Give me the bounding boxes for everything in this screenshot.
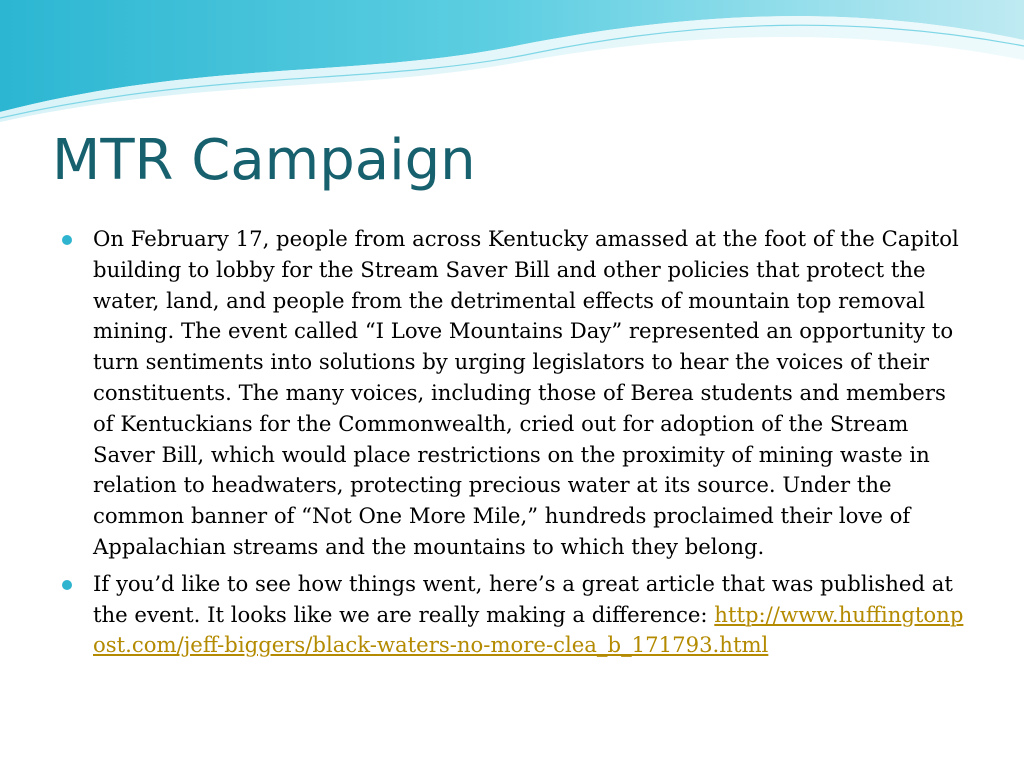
bullet-text: If you’d like to see how things went, here’s a great article that was published at the event. It looks like we are really making a difference: [93, 570, 953, 627]
bullet-item-article [62, 569, 972, 661]
bullet-dot-icon [62, 580, 72, 590]
header-wave-decoration [0, 0, 1024, 130]
bullet-text: On February 17, people from across Kentucky amassed at the foot of the Capitol building to lobby for the Stream Saver Bill and other policies that protect the water, land, and people from the detrimental effects of mountain top removal mining. The event called “I Love Mountains Day” represented an opportunity to turn sentiments into solutions by urging legislators to hear the voices of their constituents. The many voices, including those of Berea students and members of Kentuckians for the Commonwealth, cried out for adoption of the Stream Saver Bill, which would place restrictions on the proximity of mining waste in relation to headwaters, protecting precious water at its source. Under the common banner of “Not One More Mile,” hundreds proclaimed their love of Appalachian streams and the mountains to which they belong. [93, 226, 959, 559]
page-title: MTR Campaign [52, 128, 476, 193]
bullet-item-event [62, 224, 972, 563]
article-link[interactable]: http://www.huffingtonpost.com/jeff-biggers/black-waters-no-more-clea_b_171793.html [93, 601, 964, 658]
bullet-list [62, 224, 972, 667]
bullet-dot-icon [62, 235, 72, 245]
